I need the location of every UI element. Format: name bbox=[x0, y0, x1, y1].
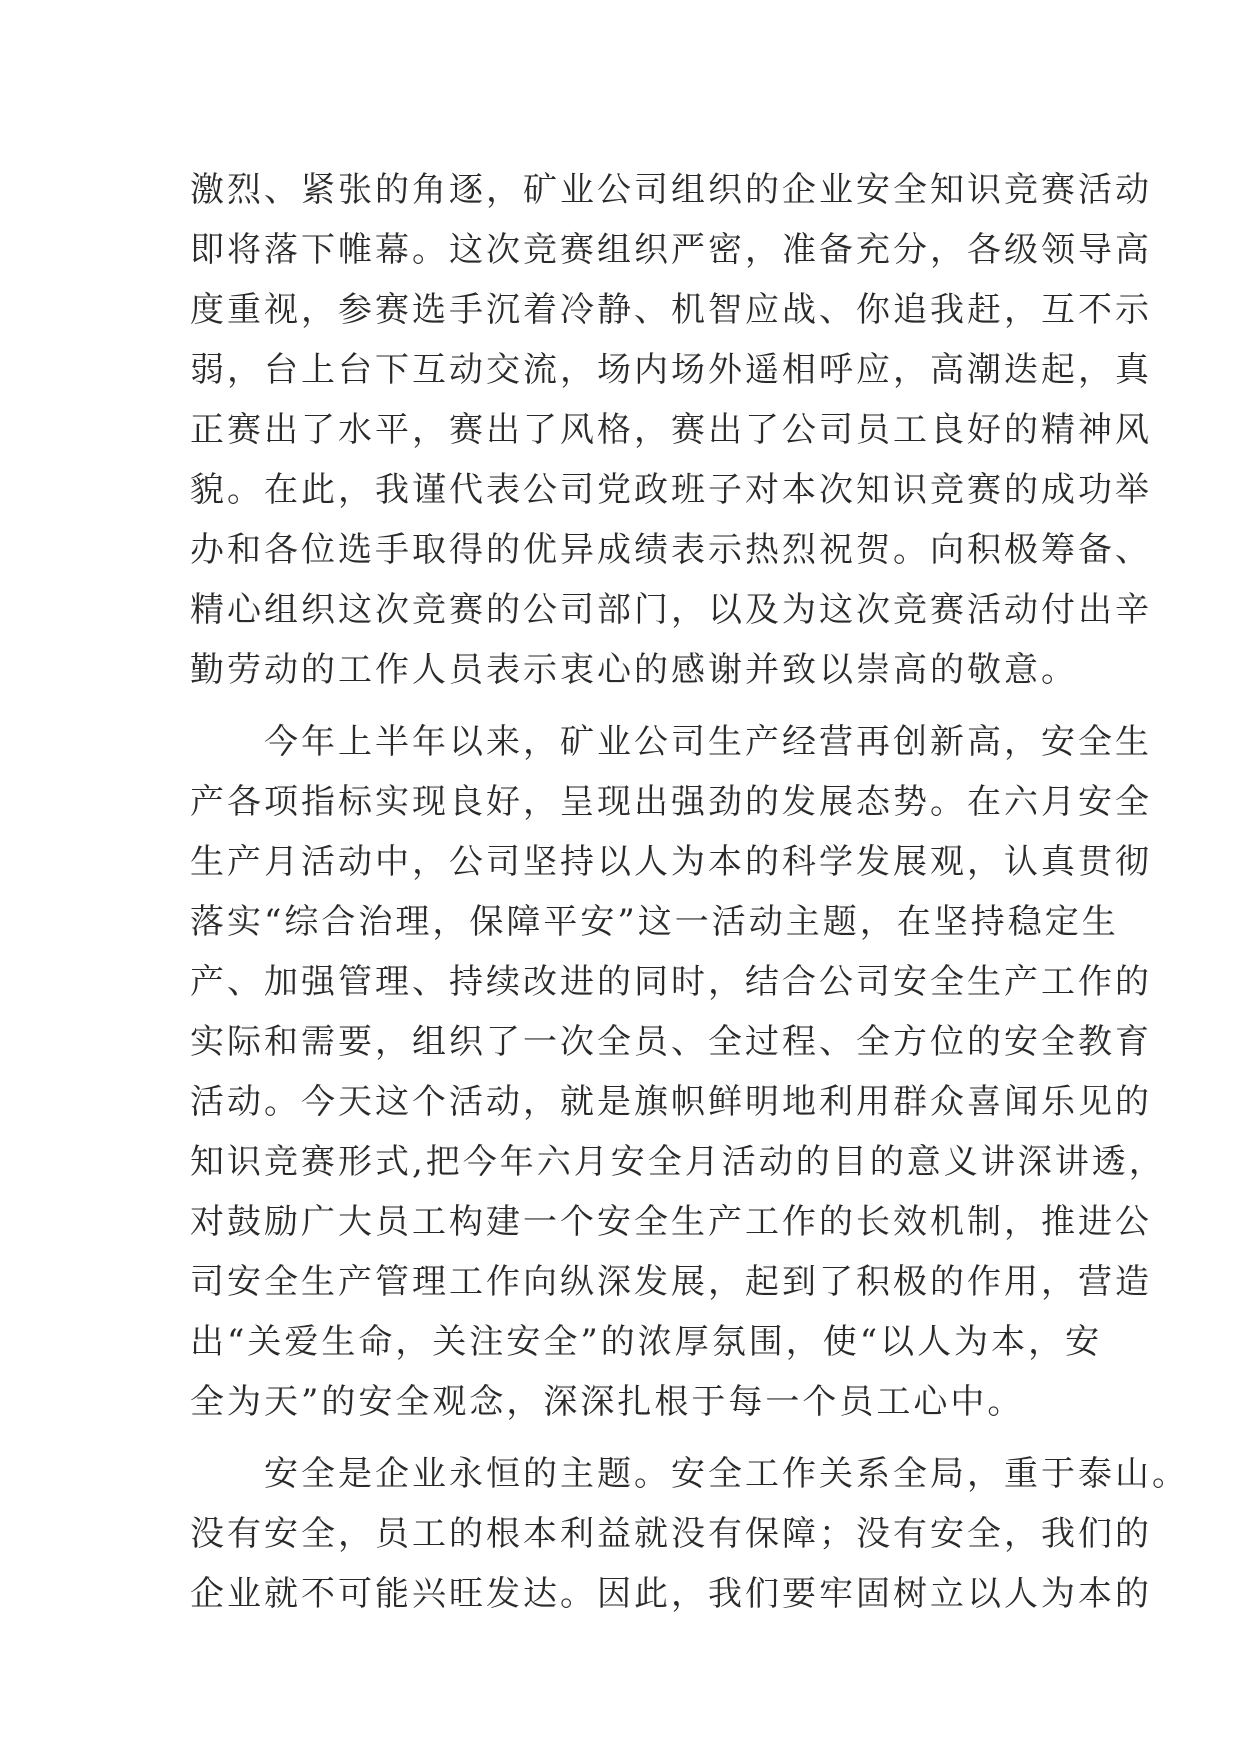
text-line: 出“关爱生命，关注安全”的浓厚氛围，使“以人为本，安 bbox=[190, 1322, 1103, 1362]
text-line: 今年上半年以来，矿业公司生产经营再创新高，安全生 bbox=[190, 722, 1152, 762]
paragraph-spacing bbox=[190, 700, 1052, 712]
text-line: 活动。今天这个活动，就是旗帜鲜明地利用群众喜闻乐见的 bbox=[190, 1082, 1152, 1122]
text-line: 生产月活动中，公司坚持以人为本的科学发展观，认真贯彻 bbox=[190, 842, 1152, 882]
text-line: 度重视，参赛选手沉着冷静、机智应战、你追我赶，互不示 bbox=[190, 290, 1152, 330]
document-body bbox=[190, 160, 1189, 1624]
paragraph-3 bbox=[190, 1444, 1189, 1624]
text-line: 即将落下帷幕。这次竞赛组织严密，准备充分，各级领导高 bbox=[190, 230, 1152, 270]
text-line: 实际和需要，组织了一次全员、全过程、全方位的安全教育 bbox=[190, 1022, 1152, 1062]
text-line: 激烈、紧张的角逐，矿业公司组织的企业安全知识竞赛活动 bbox=[190, 170, 1152, 210]
text-line: 司安全生产管理工作向纵深发展，起到了积极的作用，营造 bbox=[190, 1262, 1152, 1302]
text-line: 貌。在此，我谨代表公司党政班子对本次知识竞赛的成功举 bbox=[190, 470, 1152, 510]
text-line: 企业就不可能兴旺发达。因此，我们要牢固树立以人为本的 bbox=[190, 1574, 1152, 1614]
text-line: 没有安全，员工的根本利益就没有保障；没有安全，我们的 bbox=[190, 1514, 1152, 1554]
text-line: 对鼓励广大员工构建一个安全生产工作的长效机制，推进公 bbox=[190, 1202, 1152, 1242]
text-line: 产、加强管理、持续改进的同时，结合公司安全生产工作的 bbox=[190, 962, 1152, 1002]
text-line: 产各项指标实现良好，呈现出强劲的发展态势。在六月安全 bbox=[190, 782, 1152, 822]
paragraph-2 bbox=[190, 712, 1166, 1432]
text-line: 精心组织这次竞赛的公司部门，以及为这次竞赛活动付出辛 bbox=[190, 590, 1152, 630]
paragraph-1 bbox=[190, 160, 1152, 700]
text-line: 全为天”的安全观念，深深扎根于每一个员工心中。 bbox=[190, 1382, 1025, 1422]
text-line: 正赛出了水平，赛出了风格，赛出了公司员工良好的精神风 bbox=[190, 410, 1152, 450]
text-line: 知识竞赛形式,把今年六月安全月活动的目的意义讲深讲透， bbox=[190, 1142, 1166, 1182]
text-line: 勤劳动的工作人员表示衷心的感谢并致以崇高的敬意。 bbox=[190, 650, 1078, 690]
text-line: 办和各位选手取得的优异成绩表示热烈祝贺。向积极筹备、 bbox=[190, 530, 1152, 570]
text-line: 安全是企业永恒的主题。安全工作关系全局，重于泰山。 bbox=[190, 1454, 1189, 1494]
text-line: 落实“综合治理，保障平安”这一活动主题，在坚持稳定生 bbox=[190, 902, 1119, 942]
text-line: 弱，台上台下互动交流，场内场外遥相呼应，高潮迭起，真 bbox=[190, 350, 1152, 390]
paragraph-spacing bbox=[190, 1432, 1052, 1444]
